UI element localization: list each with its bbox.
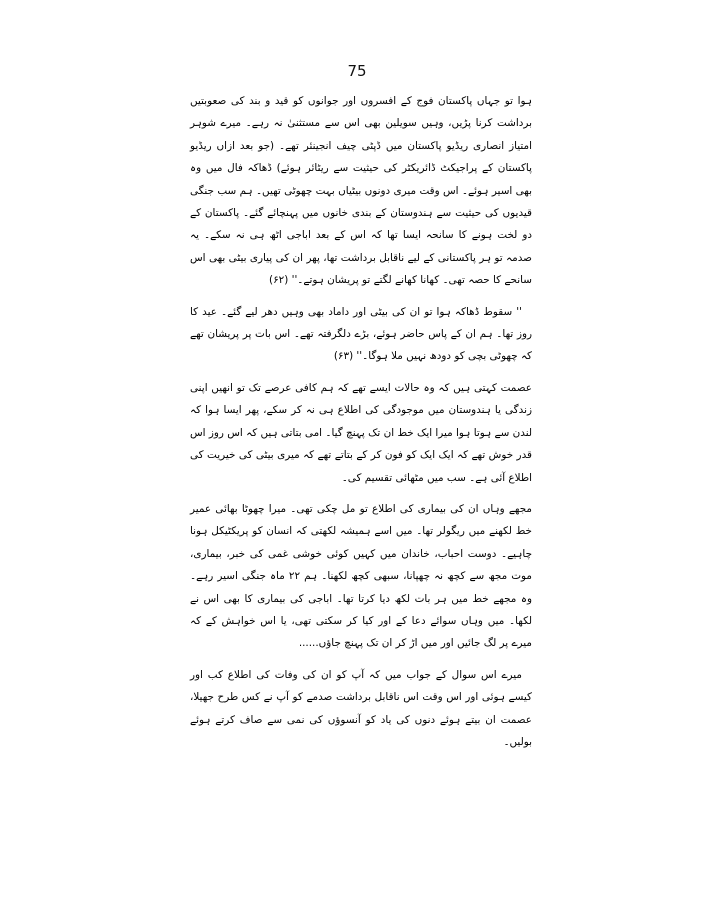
paragraph-2-quote: '' سقوط ڈھاکہ ہوا تو ان کی بیٹی اور داماد بھی وہیں دھر لیے گئے۔ عید کا روز تھا۔ ہم ان کے پاس حاضر ہوئے، بڑے دلگرفتہ تھے۔ اس بات پر پریشان تھے کہ چھوٹی بچی کو دودھ نہیں ملا ہوگا۔'' (۶۳) — [190, 305, 532, 363]
paragraph-5: میرے اس سوال کے جواب میں کہ آپ کو ان کی وفات کی اطلاع کب اور کیسے ہوئی اور اس وقت اس ناقابل برداشت صدمے کو آپ نے کس طرح جھیلا، عصمت ان بیتے ہوئے دنوں کی یاد کو آنسوؤں کی نمی سے صاف کرتے ہوئے بولیں۔ — [190, 668, 532, 748]
urdu-text-body — [190, 90, 532, 762]
paragraph-3: عصمت کہتی ہیں کہ وہ حالات ایسے تھے کہ ہم کافی عرصے تک تو انھیں اپنی زندگی یا ہندوستان میں موجودگی کی اطلاع ہی نہ کر سکے، پھر ایسا ہوا کہ لندن سے ہوتا ہوا میرا ایک خط ان تک پہنچ گیا۔ امی بتاتی ہیں کہ اس روز اس قدر خوش تھے کہ ایک ایک کو فون کر کے بتاتے تھے کہ میری بیٹی کی خیریت کی اطلاع آئی ہے۔ سب میں مٹھائی تقسیم کی۔ — [190, 381, 532, 484]
paragraph-1: ہوا تو جہاں پاکستان فوج کے افسروں اور جوانوں کو قید و بند کی صعوبتیں برداشت کرنا پڑیں، وہیں سویلین بھی اس سے مستثنیٰ نہ رہے۔ میرے شوہر امتیاز انصاری ریڈیو پاکستان میں ڈپٹی چیف انجینئر تھے۔ (جو بعد ازاں ریڈیو پاکستان کے پراجیکٹ ڈائریکٹر کی حیثیت سے ریٹائر ہوئے) ڈھاکہ فال میں وہ بھی اسیر ہوئے۔ اس وقت میری دونوں بیٹیاں بہت چھوٹی تھیں۔ ہم سب جنگی قیدیوں کی حیثیت سے ہندوستان کے بندی خانوں میں پہنچائے گئے۔ پاکستان کے دو لخت ہونے کا سانحہ ایسا تھا کہ اس کے بعد اباجی اٹھ ہی نہ سکے۔ یہ صدمہ تو ہر پاکستانی کے لیے ناقابل برداشت تھا، پھر ان کی پیاری بیٹی بھی اس سانحے کا حصہ تھی۔ کھانا کھانے لگتے تو پریشان ہوتے۔'' (۶۲) — [190, 95, 532, 287]
page-number: 75 — [347, 62, 367, 80]
paragraph-4: مجھے وہاں ان کی بیماری کی اطلاع تو مل چکی تھی۔ میرا چھوٹا بھائی عمیر خط لکھنے میں ریگولر تھا۔ میں اسے ہمیشہ لکھتی کہ انسان کو پریکٹیکل ہونا چاہیے۔ دوست احباب، خاندان میں کہیں کوئی خوشی غمی کی خبر، بیماری، موت مجھ سے کچھ نہ چھپانا، سبھی کچھ لکھنا۔ ہم ۲۲ ماہ جنگی اسیر رہے۔ وہ مجھے خط میں ہر بات لکھ دیا کرتا تھا۔ اباجی کی بیماری کا بھی اس نے لکھا۔ میں وہاں سوائے دعا کے اور کیا کر سکتی تھی، یا اس خواہش کے کہ میرے پر لگ جائیں اور میں اڑ کر ان تک پہنچ جاؤں...... — [190, 502, 532, 650]
